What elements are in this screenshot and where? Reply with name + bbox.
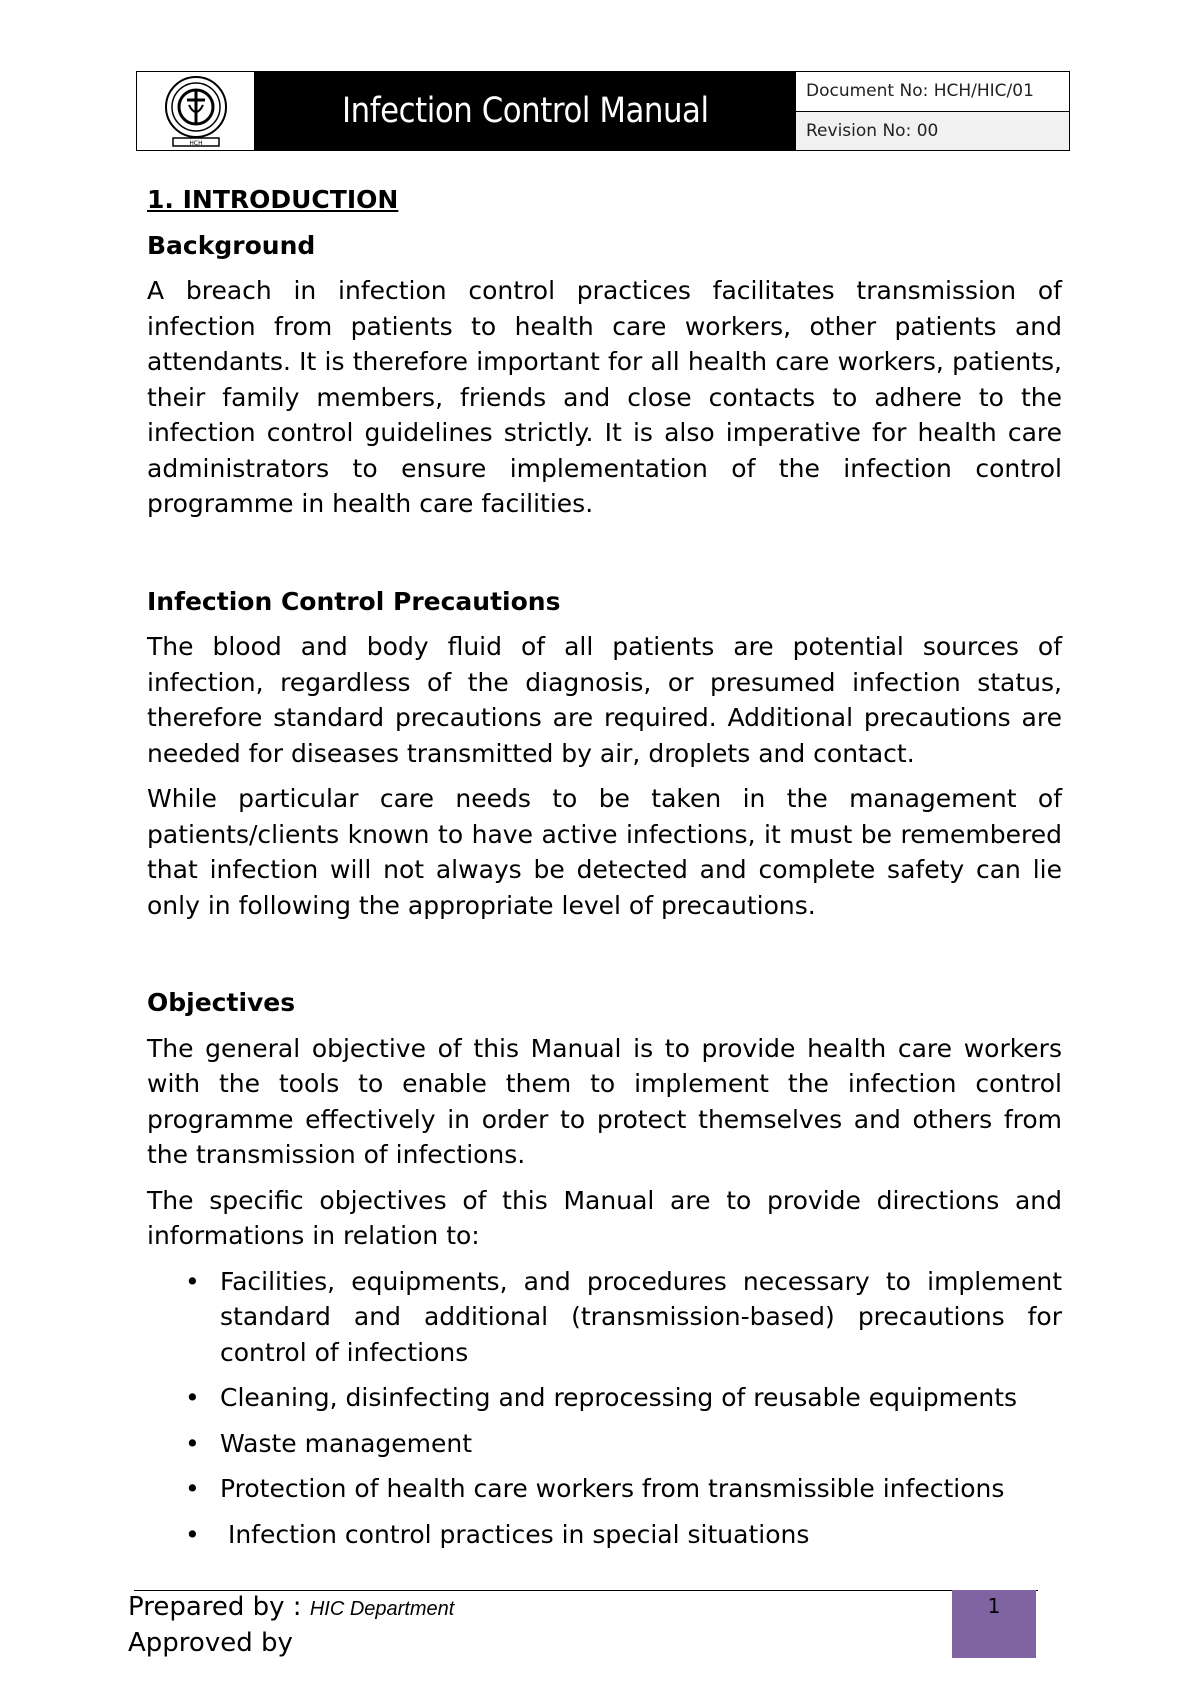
objectives-heading: Objectives xyxy=(147,988,296,1017)
prepared-by: Prepared by : HIC Department xyxy=(128,1592,455,1622)
hospital-seal-icon xyxy=(161,75,231,147)
list-item: • Protection of health care workers from transmissible infections xyxy=(147,1471,1062,1507)
list-item: • Waste management xyxy=(147,1426,1062,1462)
prepared-by-value: HIC Department xyxy=(309,1598,455,1620)
objectives-list xyxy=(147,1264,1062,1553)
hospital-logo xyxy=(137,72,255,150)
objectives-paragraph-2: The specific objectives of this Manual are to provide directions and informations in relation to: xyxy=(147,1185,1062,1250)
bullet-icon: • xyxy=(185,1383,200,1412)
footer xyxy=(128,1590,454,1660)
precautions-paragraph-2: While particular care needs to be taken in the management of patients/clients known to have active infections, it must be remembered that infection will not always be detected and complete safety can lie only in following the appropriate level of precautions. xyxy=(147,784,1062,920)
list-item: • Cleaning, disinfecting and reprocessing of reusable equipments xyxy=(147,1380,1062,1416)
bullet-icon: • xyxy=(185,1428,200,1458)
document-meta xyxy=(795,72,1069,150)
manual-title: Infection Control Manual xyxy=(255,72,795,150)
bullet-icon: • xyxy=(185,1266,200,1296)
objectives-paragraph-1: The general objective of this Manual is to provide health care workers with the tools to enable them to implement the infection control programme effectively in order to protect themselves and others from the transmission of infections. xyxy=(147,1033,1062,1169)
background-heading: Background xyxy=(147,230,316,260)
section-heading: 1. INTRODUCTION xyxy=(147,185,399,214)
revision-number: Revision No: 00 xyxy=(796,112,1069,151)
background-paragraph: A breach in infection control practices facilitates transmission of infection from patients to health care workers, other patients and attendants. It is therefore important for all health care workers, patients, their family members, friends and close contacts to adhere to the infection control guidelines strictly. It is also imperative for health care administrators to ensure implementation of the infection control programme in health care facilities. xyxy=(147,276,1062,518)
document-number: Document No: HCH/HIC/01 xyxy=(796,72,1069,112)
document-body xyxy=(147,182,1062,1562)
approved-by: Approved by xyxy=(128,1628,293,1658)
bullet-icon: • xyxy=(185,1474,200,1503)
list-item: • Infection control practices in special situations xyxy=(147,1517,1062,1553)
page-number: 1 xyxy=(952,1590,1036,1658)
document-header xyxy=(136,71,1070,151)
precautions-paragraph-1: The blood and body fluid of all patients are potential sources of infection, regardless of the diagnosis, or presumed infection status, therefore standard precautions are required. Additional precautions are needed for diseases transmitted by air, droplets and contact. xyxy=(147,632,1062,768)
bullet-icon: • xyxy=(185,1519,200,1549)
precautions-heading: Infection Control Precautions xyxy=(147,586,561,616)
list-item: • Facilities, equipments, and procedures necessary to implement standard and additional (transmission-based) precautions for control of infections xyxy=(147,1264,1062,1371)
svg-text:HCH: HCH xyxy=(188,140,203,147)
